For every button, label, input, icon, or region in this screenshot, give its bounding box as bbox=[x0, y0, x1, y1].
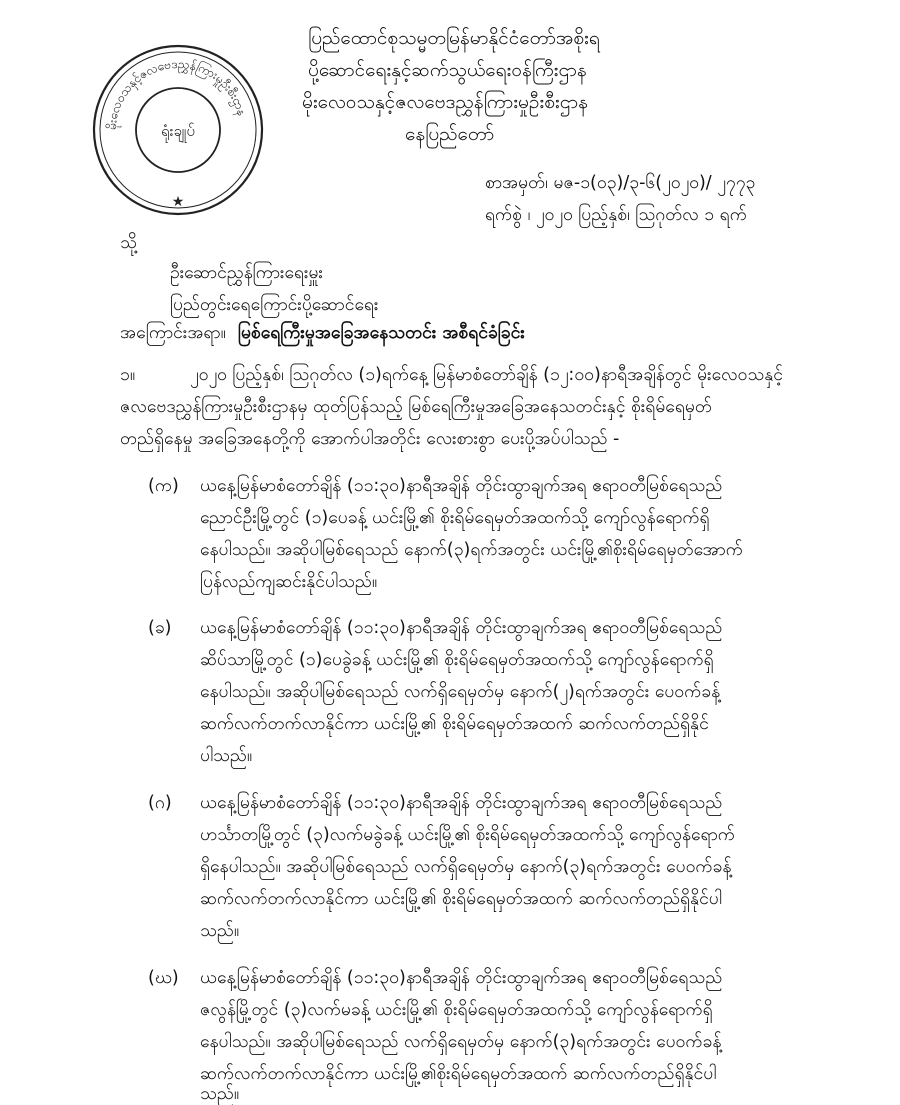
svg-text:မိုးလေဝသနှင့်ဇလဗေဒညွှန်ကြားမှု bbox=[104, 57, 249, 131]
letterhead-government: ပြည်ထောင်စုသမ္မတမြန်မာနိုင်ငံတော်အစိုးရ bbox=[308, 27, 600, 49]
letterhead-city: နေပြည်တော် bbox=[405, 123, 495, 145]
item-line: သည်။ bbox=[200, 1084, 240, 1104]
intro-line: ဇလဗေဒညွှန်ကြားမှုဦးစီးဌာနမှ ထုတ်ပြန်သည့် မြစ်ရေကြီးမှုအခြေအနေသတင်းနှင့် စိုးရိမ်ရေမှတ် bbox=[120, 397, 712, 417]
seal-ring-text: မိုးလေဝသနှင့်ဇလဗေဒညွှန်ကြားမှုဦးစီးဌာန bbox=[104, 56, 250, 131]
intro-number: ၁။ bbox=[120, 365, 136, 385]
letterhead-department: မိုးလေဝသနှင့်ဇလဗေဒညွှန်ကြားမှုဦးစီးဌာန bbox=[302, 91, 588, 113]
item-label: (က) bbox=[148, 476, 179, 496]
item-line: ဆက်လက်တက်လာနိုင်ကာ ယင်းမြို့၏ စိုးရိမ်ရေမှတ်အထက် ဆက်လက်တည်ရှိနိုင်ပါ bbox=[200, 889, 722, 909]
recipient-organization: ပြည်တွင်းရေကြောင်းပို့ဆောင်ရေး bbox=[170, 295, 379, 315]
item-line: ပြန်လည်ကျဆင်းနိုင်ပါသည်။ bbox=[200, 572, 378, 592]
item-label: (ဂ) bbox=[148, 793, 172, 813]
item-line: ဟင်္သာတမြို့တွင် (၃)လက်မခွဲခန့် ယင်းမြို့၏ စိုးရိမ်ရေမှတ်အထက်သို့ ကျော်လွန်ရောက် bbox=[200, 825, 735, 845]
seal-star-icon: ★ bbox=[171, 194, 185, 210]
intro-line: ၂၀၂၀ ပြည့်နှစ်၊ ဩဂုတ်လ (၁)ရက်နေ့ မြန်မာစံတော်ချိန် (၁၂:၀၀)နာရီအချိန်တွင် မိုးလေဝသနှင့် bbox=[190, 365, 784, 385]
item-line: ပါသည်။ bbox=[200, 746, 253, 766]
item-line: ညောင်ဦးမြို့တွင် (၁)ပေခန့် ယင်းမြို့၏ စိုးရိမ်ရေမှတ်အထက်သို့ ကျော်လွန်ရောက်ရှိ bbox=[200, 508, 710, 528]
intro-line: တည်ရှိနေမှု အခြေအနေတို့ကို အောက်ပါအတိုင်း လေးစားစွာ ပေးပို့အပ်ပါသည် - bbox=[120, 429, 620, 449]
item-line: ယနေ့မြန်မာစံတော်ချိန် (၁၁:၃၀)နာရီအချိန် တိုင်းထွာချက်အရ ဧရာဝတီမြစ်ရေသည် bbox=[200, 968, 723, 988]
item-line: ဆက်လက်တက်လာနိုင်ကာ ယင်းမြို့၏စိုးရိမ်ရေမှတ်အထက် ဆက်လက်တည်ရှိနိုင်ပါ bbox=[200, 1064, 717, 1084]
item-label: (ခ) bbox=[148, 618, 172, 638]
item-line: သည်။ bbox=[200, 921, 240, 941]
subject-label: အကြောင်းအရာ။ bbox=[120, 323, 226, 343]
reference-number: စာအမှတ်၊ မဇ-၁(၀၃)/၃-၆(၂၀၂၀)/ ၂၇၇၃ bbox=[485, 173, 756, 193]
recipient-title: ဦးဆောင်ညွှန်ကြားရေးမှူး bbox=[170, 263, 323, 283]
item-line: နေပါသည်။ အဆိုပါမြစ်ရေသည် လက်ရှိရေမှတ်မှ နောက်(၂)ရက်အတွင်း ပေဝက်ခန့် bbox=[200, 682, 721, 702]
item-line: ယနေ့မြန်မာစံတော်ချိန် (၁၁:၃၀)နာရီအချိန် တိုင်းထွာချက်အရ ဧရာဝတီမြစ်ရေသည် bbox=[200, 618, 723, 638]
item-line: ယနေ့မြန်မာစံတော်ချိန် (၁၁:၃၀)နာရီအချိန် တိုင်းထွာချက်အရ ဧရာဝတီမြစ်ရေသည် bbox=[200, 476, 723, 496]
reference-date: ရက်စွဲ ၊ ၂၀၂၀ ပြည့်နှစ်၊ ဩဂုတ်လ ၁ ရက် bbox=[485, 205, 747, 225]
official-seal bbox=[88, 40, 268, 220]
item-label: (ဃ) bbox=[148, 968, 179, 988]
seal-center-text: ရုံးချုပ် bbox=[161, 122, 195, 140]
recipient-to: သို့ bbox=[120, 233, 137, 253]
letterhead-ministry: ပို့ဆောင်ရေးနှင့်ဆက်သွယ်ရေးဝန်ကြီးဌာန bbox=[308, 59, 587, 81]
item-line: ယနေ့မြန်မာစံတော်ချိန် (၁၁:၃၀)နာရီအချိန် တိုင်းထွာချက်အရ ဧရာဝတီမြစ်ရေသည် bbox=[200, 793, 723, 813]
item-line: ရှိနေပါသည်။ အဆိုပါမြစ်ရေသည် လက်ရှိရေမှတ်မှ နောက်(၃)ရက်အတွင်း ပေဝက်ခန့် bbox=[200, 857, 732, 877]
item-line: ဇလွန်မြို့တွင် (၃)လက်မခန့် ယင်းမြို့၏ စိုးရိမ်ရေမှတ်အထက်သို့ ကျော်လွန်ရောက်ရှိ bbox=[200, 1000, 713, 1020]
item-line: ဆိပ်သာမြို့တွင် (၁)ပေခွဲခန့် ယင်းမြို့၏ စိုးရိမ်ရေမှတ်အထက်သို့ ကျော်လွန်ရောက်ရှိ bbox=[200, 650, 714, 670]
item-line: နေပါသည်။ အဆိုပါမြစ်ရေသည် နောက်(၃)ရက်အတွင်း ယင်းမြို့၏စိုးရိမ်ရေမှတ်အောက် bbox=[200, 540, 743, 560]
item-line: ဆက်လက်တက်လာနိုင်ကာ ယင်းမြို့၏ စိုးရိမ်ရေမှတ်အထက် ဆက်လက်တည်ရှိနိုင် bbox=[200, 714, 709, 734]
subject-text: မြစ်ရေကြီးမှုအခြေအနေသတင်း အစီရင်ခံခြင်း bbox=[238, 323, 525, 343]
item-line: နေပါသည်။ အဆိုပါမြစ်ရေသည် လက်ရှိရေမှတ်မှ နောက်(၃)ရက်အတွင်း ပေဝက်ခန့် bbox=[200, 1032, 722, 1052]
